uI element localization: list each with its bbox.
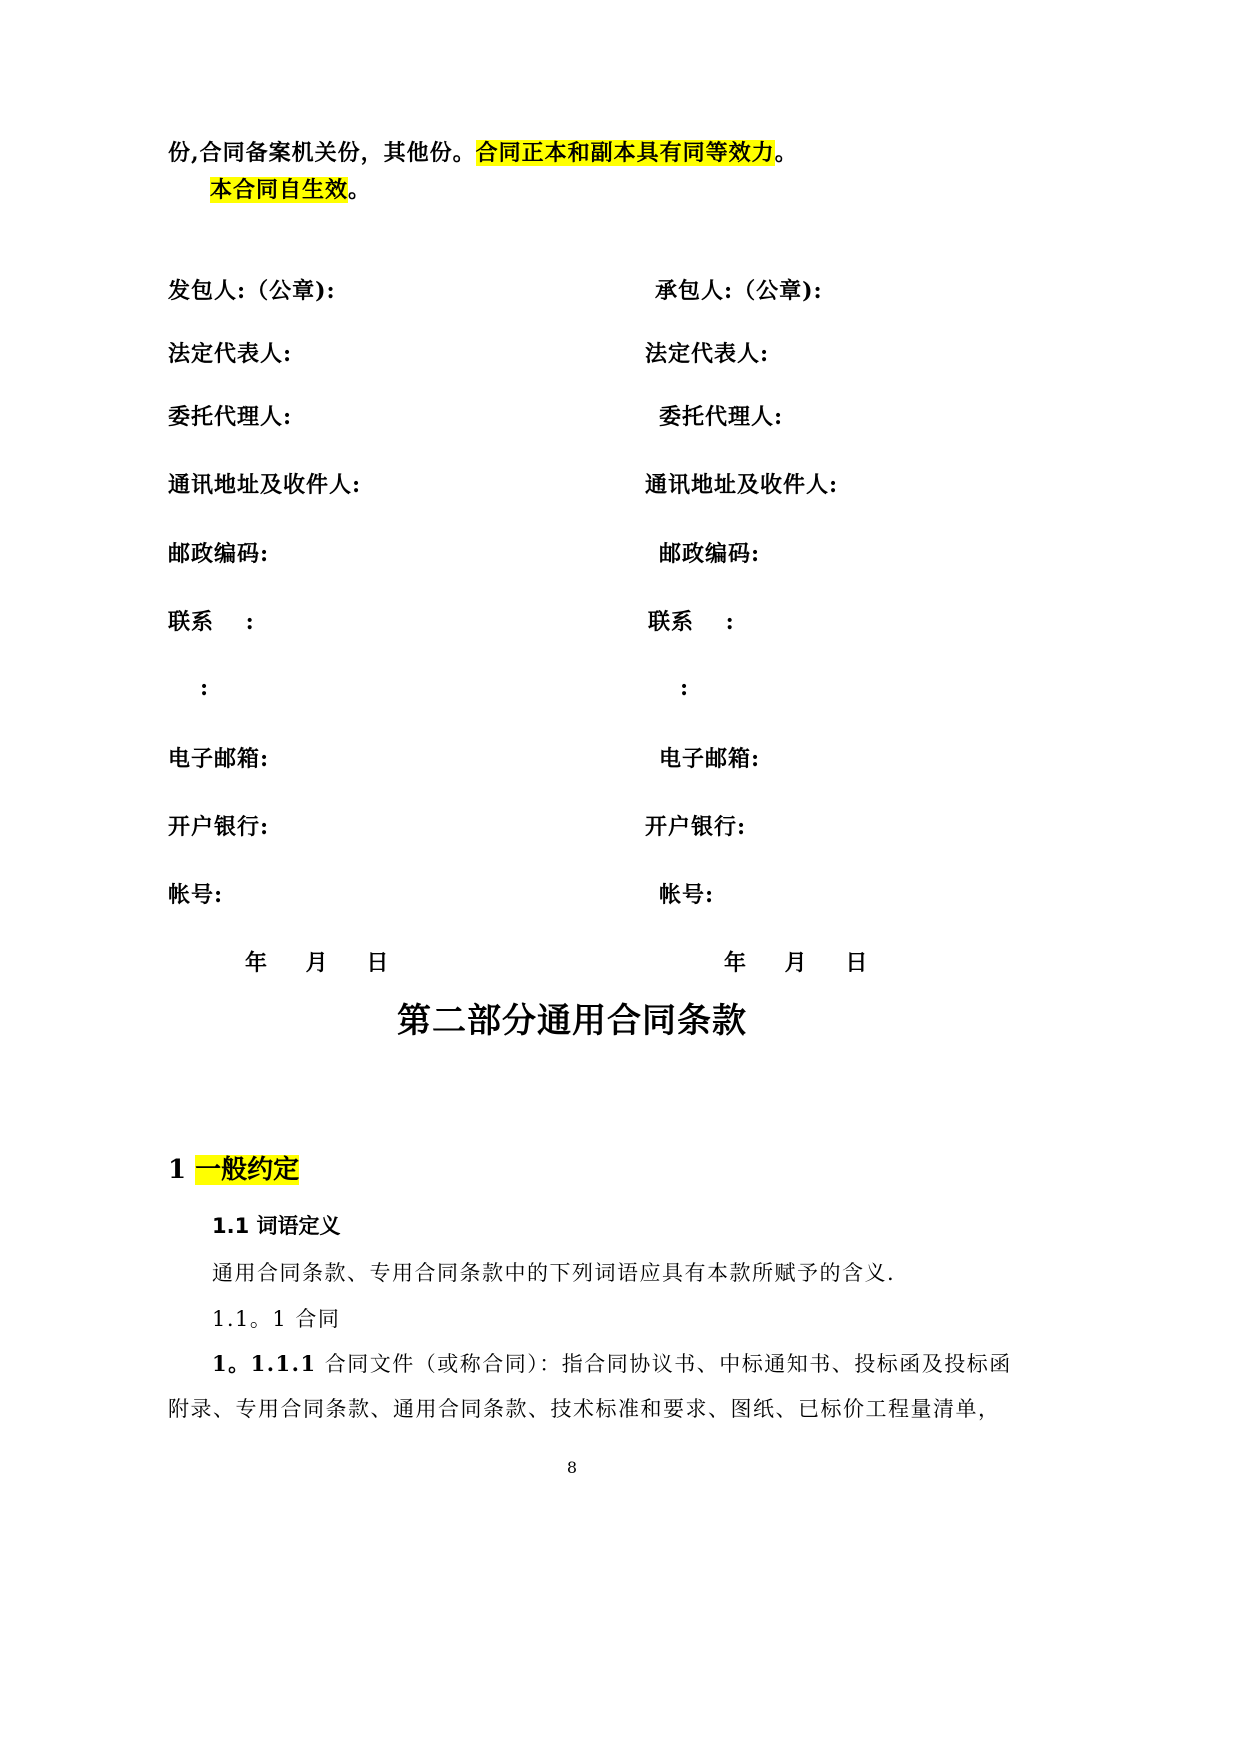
left-account-label: 帐号:	[168, 882, 224, 908]
definitions-intro-paragraph: 通用合同条款、专用合同条款中的下列词语应具有本款所赋予的含义.	[212, 1261, 896, 1285]
right-account-label: 帐号:	[659, 882, 715, 908]
section-1-title: 一般约定	[195, 1155, 300, 1185]
section-1-heading	[168, 1149, 299, 1186]
contract-documents-line-2: 附录、专用合同条款、通用合同条款、技术标准和要求、图纸、已标价工程量清单，	[168, 1397, 1001, 1421]
intro-line-2	[210, 173, 371, 204]
part-two-title: 第二部分通用合同条款	[397, 1001, 747, 1041]
highlight-equal-effect: 合同正本和副本具有同等效力	[475, 140, 775, 166]
right-agent-label: 委托代理人:	[659, 404, 784, 430]
right-legal-rep-label: 法定代表人:	[645, 341, 770, 367]
clause-text: 合同文件（或称合同）：指合同协议书、中标通知书、投标函及投标函	[316, 1352, 1012, 1376]
subsection-1-1-heading: 1.1 词语定义	[212, 1214, 341, 1238]
left-bank-label: 开户银行:	[168, 814, 270, 840]
right-date-label: 年 月 日	[724, 950, 869, 976]
highlight-effective: 本合同自生效	[210, 177, 349, 203]
intro-line-1-end: 。	[774, 140, 798, 166]
contract-documents-line-1	[212, 1348, 1012, 1378]
left-contact-label: 联系 :	[168, 609, 255, 635]
intro-line-2-end: 。	[348, 177, 372, 203]
right-contact-label: 联系 :	[648, 609, 735, 635]
employer-seal-label: 发包人:（公章):	[168, 278, 336, 304]
right-email-label: 电子邮箱:	[659, 746, 761, 772]
right-bank-label: 开户银行:	[645, 814, 747, 840]
right-postcode-label: 邮政编码:	[659, 541, 761, 567]
left-agent-label: 委托代理人:	[168, 404, 293, 430]
left-date-label: 年 月 日	[245, 950, 390, 976]
right-address-label: 通讯地址及收件人:	[645, 472, 839, 498]
right-blank-label: :	[680, 675, 690, 701]
clause-number: 1。1.1.1	[212, 1351, 317, 1376]
left-legal-rep-label: 法定代表人:	[168, 341, 293, 367]
left-email-label: 电子邮箱:	[168, 746, 270, 772]
left-blank-label: :	[200, 675, 210, 701]
page-number: 8	[566, 1458, 578, 1477]
subsection-1-1-1-heading: 1.1。1 合同	[212, 1307, 341, 1331]
intro-line-1-text: 份,合同备案机关份，其他份。	[168, 140, 476, 166]
section-1-number: 1	[168, 1155, 187, 1185]
left-address-label: 通讯地址及收件人:	[168, 472, 362, 498]
contractor-seal-label: 承包人:（公章):	[655, 278, 823, 304]
intro-line-1	[168, 136, 798, 167]
left-postcode-label: 邮政编码:	[168, 541, 270, 567]
